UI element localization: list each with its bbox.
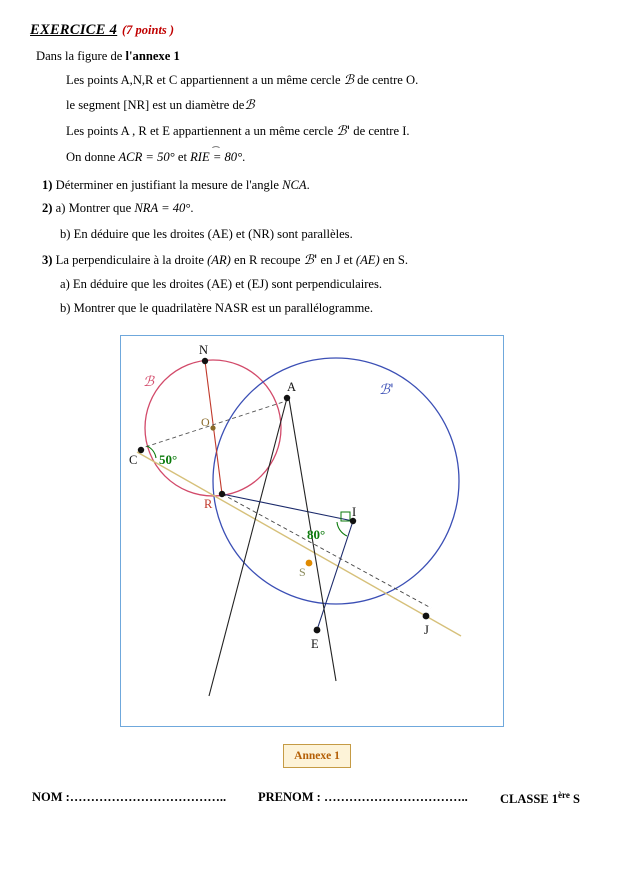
q3-circle-cprime: ℬ' <box>303 253 318 268</box>
question-3a: a) En déduire que les droites (AE) et (EJ) sont perpendiculaires. <box>60 277 383 291</box>
label-a: A <box>287 380 297 394</box>
exercise-points: (7 points ) <box>122 23 175 37</box>
line1-end: de centre O. <box>357 73 419 87</box>
label-c: C <box>129 453 138 467</box>
ray-c-j <box>137 452 461 636</box>
label-r: R <box>204 497 213 511</box>
statement-line-2 <box>66 98 255 113</box>
point-o <box>210 425 215 430</box>
classe-prefix: CLASSE 1 <box>500 792 559 807</box>
exercise-title: EXERCICE 4 <box>30 22 118 38</box>
classe-sup: ère <box>558 790 570 800</box>
question-3 <box>42 253 408 268</box>
line2-text: le segment [NR] est un diamètre de <box>66 98 245 112</box>
q2a-end: . <box>190 201 194 215</box>
line3-text: Les points A , R et E appartiennent a un même cercle <box>66 124 334 138</box>
q3-text-4: en S. <box>382 253 409 267</box>
label-o: O <box>201 415 210 429</box>
angle-rie-value: ⌢ RIE = 80° <box>190 150 242 164</box>
point-s <box>306 560 313 567</box>
point-r <box>219 491 225 497</box>
circle-c-symbol: ℬ <box>343 73 354 88</box>
classe-suffix: S <box>569 792 580 807</box>
intro-prefix: Dans la figure de <box>36 49 126 63</box>
question-3b: b) Montrer que le quadrilatère NASR est un parallélogramme. <box>60 301 373 315</box>
point-n <box>202 358 208 364</box>
label-circle-small: ℬ <box>143 374 155 390</box>
label-circle-big: ℬ' <box>379 382 394 398</box>
point-j <box>423 613 430 620</box>
geometry-figure <box>120 335 504 727</box>
question-2b: b) En déduire que les droites (AE) et (NR) sont parallèles. <box>60 227 353 241</box>
question-2 <box>42 201 194 216</box>
statement-line-3 <box>66 124 410 139</box>
circle-cprime-symbol: ℬ' <box>336 124 351 139</box>
point-c <box>138 447 144 453</box>
point-e <box>314 627 321 634</box>
question-1 <box>42 178 310 193</box>
q1-number: 1) <box>42 178 53 192</box>
intro-bold: l'annexe 1 <box>125 49 180 63</box>
statement-line-4 <box>66 150 245 165</box>
intro-line <box>36 49 180 64</box>
figure-svg <box>121 336 501 724</box>
field-prenom[interactable]: PRENOM : …………………………….. <box>258 790 468 804</box>
angle-arc-80 <box>337 522 347 536</box>
q3-text-3: en J et <box>320 253 353 267</box>
statement-line-1 <box>66 73 418 88</box>
label-e: E <box>311 637 319 651</box>
annexe-label: Annexe 1 <box>283 744 351 768</box>
label-j: J <box>424 623 429 637</box>
q1-text: Déterminer en justifiant la mesure de l'angle <box>55 178 279 192</box>
q3-segment-ar: (AR) <box>207 253 231 267</box>
q3-segment-ae: (AE) <box>355 253 380 267</box>
q2a-value: NRA = 40° <box>134 201 191 215</box>
q3-number: 3) <box>42 253 53 267</box>
q3-text-1: La perpendiculaire à la droite <box>55 253 204 267</box>
line3-end: de centre I. <box>353 124 410 138</box>
q1-angle: NCA <box>282 178 307 192</box>
field-nom[interactable]: NOM :……………………………….. <box>32 790 227 804</box>
label-s: S <box>299 565 306 579</box>
q3-text-2: en R recoupe <box>234 253 301 267</box>
circle-big-cprime <box>213 358 459 604</box>
given-prefix: On donne <box>66 150 116 164</box>
segment-rj-dashed <box>222 494 431 608</box>
label-angle-50: 50° <box>159 452 178 467</box>
label-i: I <box>352 505 357 519</box>
q2-number: 2) <box>42 201 53 215</box>
label-angle-80: 80° <box>307 527 326 542</box>
point-a <box>284 395 290 401</box>
given-end: . <box>242 150 246 164</box>
given-mid: et <box>177 150 187 164</box>
q1-end: . <box>306 178 310 192</box>
angle-acr-value: ACR = 50° <box>118 150 175 164</box>
label-n: N <box>199 343 209 357</box>
segment-ri <box>222 494 353 521</box>
line1-text: Les points A,N,R et C appartiennent a un même cercle <box>66 73 341 87</box>
q2a-text: a) Montrer que <box>55 201 132 215</box>
circle-c-symbol-2: ℬ <box>244 98 255 113</box>
field-classe <box>500 790 580 807</box>
line-ar-extended <box>209 398 287 696</box>
